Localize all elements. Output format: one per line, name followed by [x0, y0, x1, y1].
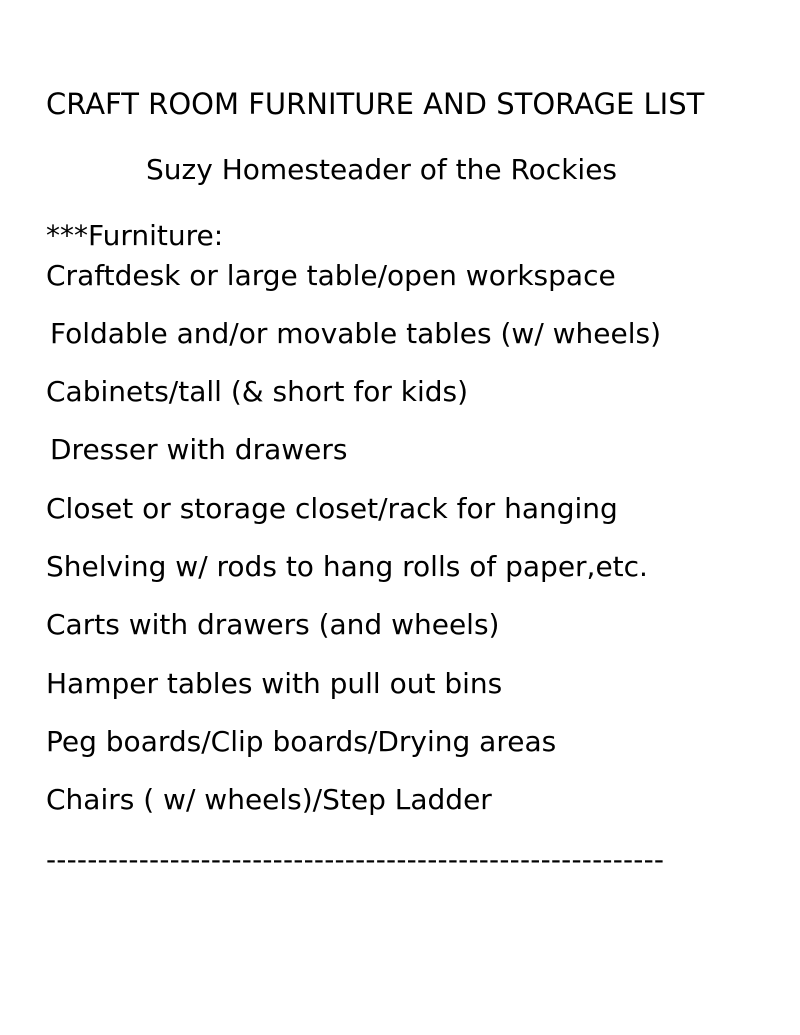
document-author: Suzy Homesteader of the Rockies: [146, 153, 618, 186]
list-item: Peg boards/Clip boards/Drying areas: [46, 725, 557, 758]
list-item: Hamper tables with pull out bins: [46, 667, 503, 700]
list-item: Craftdesk or large table/open workspace: [46, 259, 616, 292]
section-heading-furniture: ***Furniture:: [46, 219, 224, 252]
list-item: Dresser with drawers: [50, 433, 348, 466]
list-item: Carts with drawers (and wheels): [46, 608, 500, 641]
list-item: Chairs ( w/ wheels)/Step Ladder: [46, 783, 492, 816]
list-item: Shelving w/ rods to hang rolls of paper,etc.: [46, 550, 648, 583]
list-item: Cabinets/tall (& short for kids): [46, 375, 469, 408]
dashed-divider: ------------------------------------------------------------: [46, 843, 665, 876]
list-item: Foldable and/or movable tables (w/ wheels): [50, 317, 662, 350]
list-item: Closet or storage closet/rack for hanging: [46, 492, 618, 525]
document-title: CRAFT ROOM FURNITURE AND STORAGE LIST: [46, 87, 705, 121]
